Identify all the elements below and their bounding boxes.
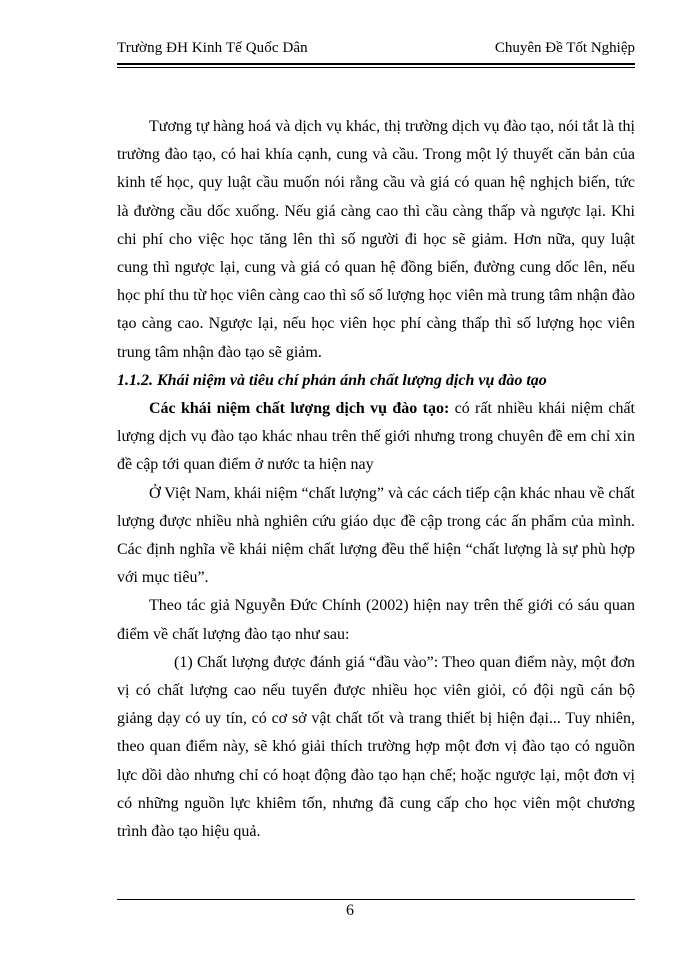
concepts-lead-in: Các khái niệm chất lượng dịch vụ đào tạo: <box>149 400 450 418</box>
page-number: 6 <box>346 902 354 919</box>
header-divider-thin <box>117 67 635 68</box>
page-header <box>117 38 635 62</box>
paragraph-vietnam: Ở Việt Nam, khái niệm “chất lượng” và các cách tiếp cận khác nhau về chất lượng được nhiều nhà nghiên cứu giáo dục đề cập trong các ấn phẩm của mình. Các định nghĩa về khái niệm chất lượng đều thể hiện “chất lượng là sự phù hợp với mục tiêu”. <box>117 484 635 587</box>
header-divider-thick <box>117 63 635 65</box>
paragraph-concepts <box>117 395 635 480</box>
page-body <box>117 113 635 846</box>
paragraph-view-1: (1) Chất lượng được đánh giá “đầu vào”: Theo quan điểm này, một đơn vị có chất lượng cao nếu tuyển được nhiều học viên giỏi, có đội ngũ cán bộ giảng dạy có uy tín, có cơ sở vật chất tốt và trang thiết bị hiện đại... Tuy nhiên, theo quan điểm này, sẽ khó giải thích trường hợp một đơn vị đào tạo có nguồn lực dồi dào nhưng chỉ có hoạt động đào tạo hạn chế; hoặc ngược lại, một đơn vị có những nguồn lực khiêm tốn, nhưng đã cung cấp cho học viên một chương trình đào tạo hiệu quả. <box>117 653 635 841</box>
footer-divider <box>117 899 635 900</box>
paragraph-six-views: Theo tác giả Nguyễn Đức Chính (2002) hiện nay trên thế giới có sáu quan điểm về chất lượng đào tạo như sau: <box>117 597 635 643</box>
paragraph-market: Tương tự hàng hoá và dịch vụ khác, thị trường dịch vụ đào tạo, nói tắt là thị trường đào tạo, có hai khía cạnh, cung và cầu. Trong một lý thuyết căn bản của kinh tế học, quy luật cầu muốn nói rằng cầu và giá có quan hệ nghịch biến, tức là đường cầu dốc xuống. Nếu giá càng cao thì cầu càng thấp và ngược lại. Khi chi phí cho việc học tăng lên thì số người đi học sẽ giảm. Hơn nữa, quy luật cung thì ngược lại, cung và giá có quan hệ đồng biến, đường cung dốc lên, nếu học phí thu từ học viên càng cao thì số số lượng học viên mà trung tâm nhận đào tạo càng cao. Ngược lại, nếu học viên học phí càng thấp thì số lượng học viên trung tâm nhận đào tạo sẽ giảm. <box>117 118 635 361</box>
header-school-name: Trường ĐH Kinh Tế Quốc Dân <box>117 40 308 56</box>
header-document-type: Chuyên Đề Tốt Nghiệp <box>494 40 635 56</box>
concepts-body: có rất nhiều khái niệm chất lượng dịch vụ đào tạo khác nhau trên thế giới nhưng trong chuyên đề em chỉ xin đề cập tới quan điểm ở nước ta hiện nay <box>117 400 635 474</box>
section-heading: 1.1.2. Khái niệm và tiêu chí phản ánh chất lượng dịch vụ đào tạo <box>117 371 547 389</box>
